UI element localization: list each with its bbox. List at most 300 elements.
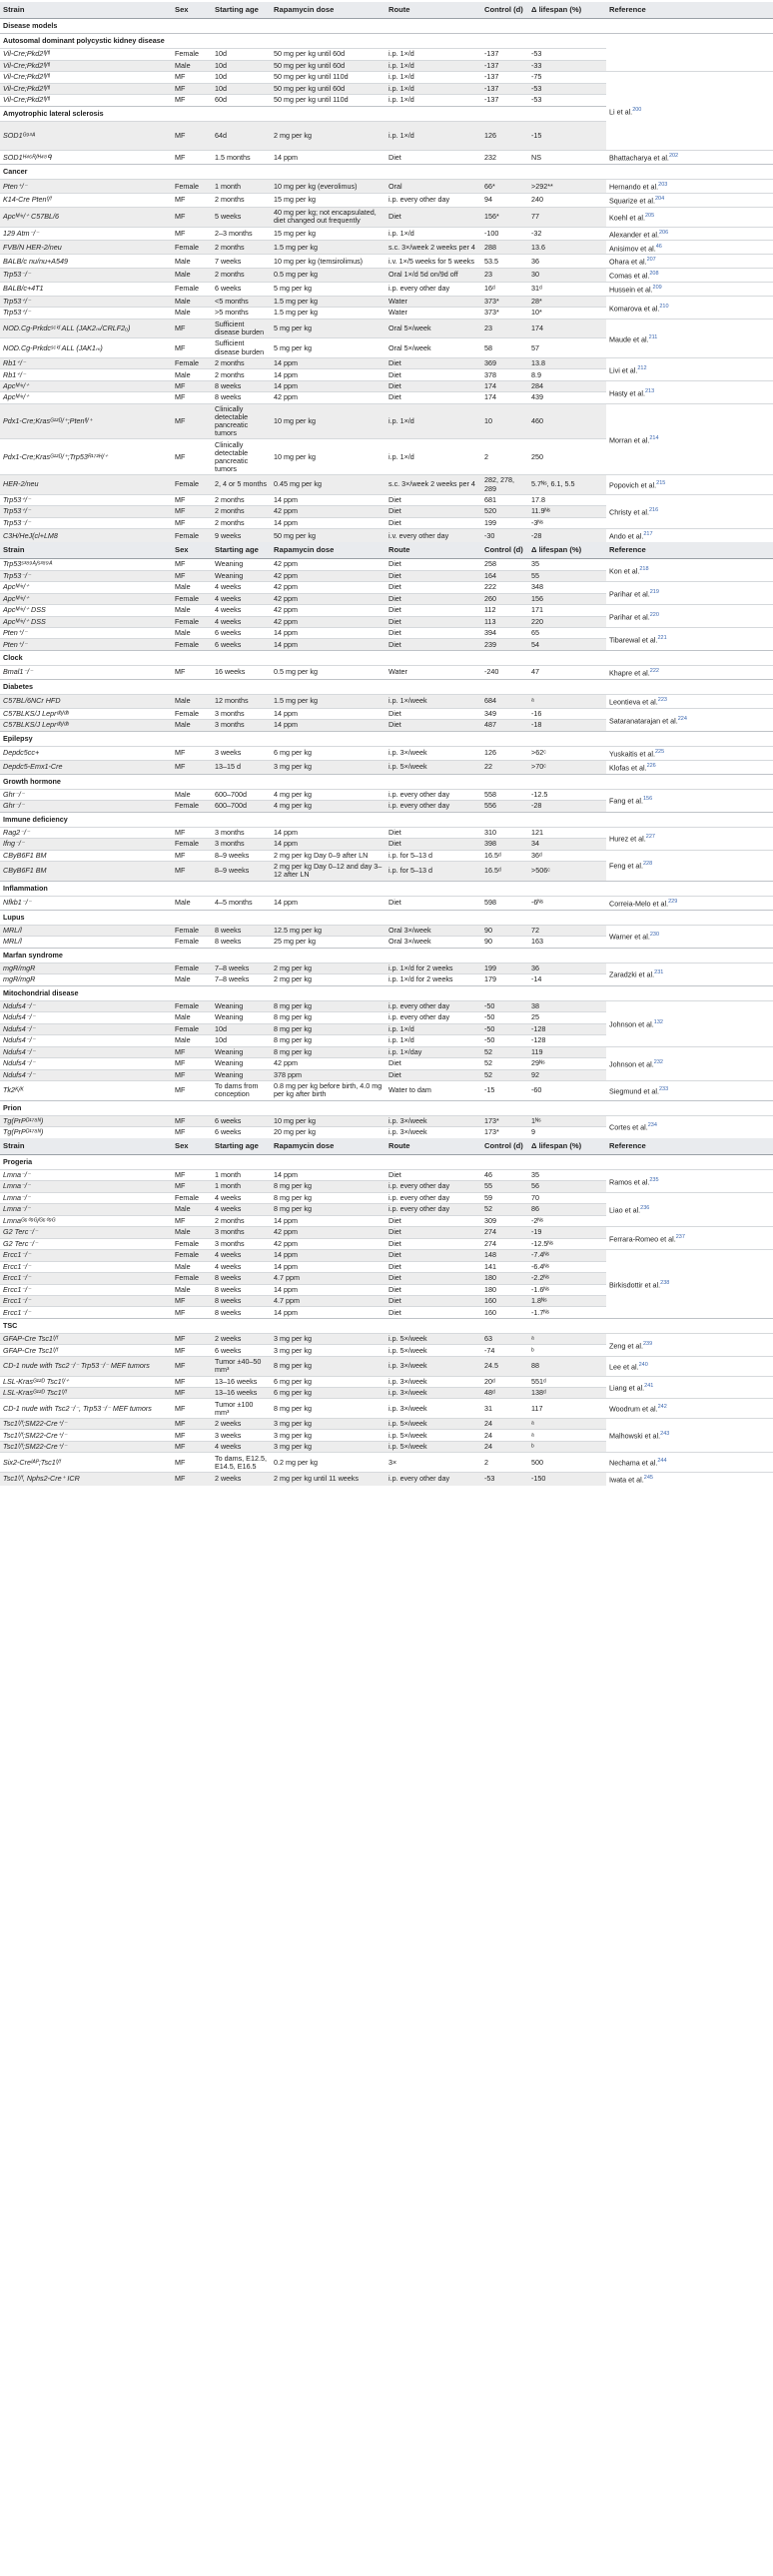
route-cell: i.p. 5×/week xyxy=(386,1430,481,1441)
control-cell: 260 xyxy=(481,593,528,604)
lifespan-cell: >292** xyxy=(528,180,606,194)
table-row xyxy=(0,1192,773,1203)
dose-cell: 14 ppm xyxy=(271,1284,386,1295)
reference-number-link[interactable]: 240 xyxy=(638,1361,648,1368)
starting-age-cell: Weaning xyxy=(212,1069,271,1080)
control-cell: -240 xyxy=(481,666,528,680)
strain-cell: FVB/N HER-2/neu xyxy=(0,241,172,255)
route-cell: i.p. every other day xyxy=(386,801,481,812)
reference-number-link[interactable]: 224 xyxy=(677,715,687,722)
sex-cell: MF xyxy=(172,95,212,106)
starting-age-cell: Weaning xyxy=(212,1012,271,1023)
reference-cell xyxy=(606,241,773,255)
strain-cell: SOD1ᴳ⁹³ᴬ xyxy=(0,121,172,151)
reference-number-link[interactable]: 233 xyxy=(658,1086,669,1093)
control-cell: -137 xyxy=(481,83,528,94)
sex-cell: Male xyxy=(172,1284,212,1295)
reference-author: Ando et al. xyxy=(609,531,644,541)
starting-age-cell: 9 weeks xyxy=(212,529,271,542)
lifespan-cell: -150 xyxy=(528,1472,606,1485)
sex-cell: MF xyxy=(172,1376,212,1387)
route-cell: i.p. 3×/week xyxy=(386,1127,481,1138)
control-cell: 274 xyxy=(481,1238,528,1249)
reference-author: Livi et al. xyxy=(609,364,638,374)
dose-cell: 8 mg per kg xyxy=(271,1046,386,1057)
route-cell: Diet xyxy=(386,559,481,570)
table-row xyxy=(0,896,773,910)
strain-cell: Vil-Cre;Pkd2ᶠˡ/ᶠˡ xyxy=(0,83,172,94)
dose-cell: 14 ppm xyxy=(271,1261,386,1272)
table-row xyxy=(0,529,773,542)
reference-author: Li et al. xyxy=(609,107,633,117)
sex-cell: Female xyxy=(172,180,212,194)
starting-age-cell: 5 weeks xyxy=(212,207,271,227)
control-cell: 598 xyxy=(481,896,528,910)
control-cell: 156* xyxy=(481,207,528,227)
dose-cell: 50 mg per kg until 60d xyxy=(271,49,386,60)
sex-cell: Male xyxy=(172,720,212,731)
route-cell: Diet xyxy=(386,1273,481,1284)
starting-age-cell: 4 weeks xyxy=(212,1204,271,1215)
starting-age-cell: 8 weeks xyxy=(212,937,271,948)
reference-number-link[interactable]: 200 xyxy=(632,107,642,113)
strain-cell: C57BLKS/J Leprᵈᵇ/ᵈᵇ xyxy=(0,720,172,731)
reference-cell xyxy=(606,494,773,528)
lifespan-cell: 70 xyxy=(528,1192,606,1203)
dose-cell: 3 mg per kg xyxy=(271,1334,386,1345)
reference-number-link[interactable]: 236 xyxy=(640,1205,650,1212)
route-cell: Water to dam xyxy=(386,1081,481,1101)
reference-cell xyxy=(606,896,773,910)
sex-cell: Female xyxy=(172,241,212,255)
starting-age-cell: 3 weeks xyxy=(212,1430,271,1441)
category-title: Disease models xyxy=(0,19,773,34)
dose-cell: 14 ppm xyxy=(271,720,386,731)
strain-cell: HER-2/neu xyxy=(0,475,172,495)
reference-number-link[interactable]: 237 xyxy=(675,1233,685,1240)
lifespan-cell: 117 xyxy=(528,1399,606,1419)
sex-cell: MF xyxy=(172,850,212,861)
starting-age-cell: 8 weeks xyxy=(212,1273,271,1284)
category-title: Epilepsy xyxy=(0,731,773,746)
reference-number-link[interactable]: 208 xyxy=(649,271,659,278)
dose-cell: 378 ppm xyxy=(271,1069,386,1080)
dose-cell: 1.5 mg per kg xyxy=(271,296,386,307)
reference-cell xyxy=(606,296,773,319)
control-cell: 173* xyxy=(481,1127,528,1138)
reference-number-link[interactable]: 222 xyxy=(649,668,659,675)
strain-cell: Lmnaᴳ⁶⁰⁹ᴳ/ᴳ⁶⁰⁹ᴳ xyxy=(0,1215,172,1226)
route-cell: 3× xyxy=(386,1453,481,1473)
strain-cell: Tk2ᴷ/ᴷ xyxy=(0,1081,172,1101)
sex-cell: MF xyxy=(172,1127,212,1138)
dose-cell: 8 mg per kg xyxy=(271,1035,386,1046)
reference-number-link[interactable]: 221 xyxy=(657,634,667,641)
route-cell: i.p. 1×/d xyxy=(386,1035,481,1046)
control-cell: 55 xyxy=(481,1181,528,1192)
starting-age-cell: 4 weeks xyxy=(212,1192,271,1203)
sex-cell: MF xyxy=(172,1334,212,1345)
route-cell: Diet xyxy=(386,582,481,593)
reference-cell xyxy=(606,559,773,582)
reference-cell xyxy=(606,1419,773,1453)
sex-cell: Male xyxy=(172,789,212,800)
category-row xyxy=(0,812,773,827)
strain-cell: mgR/mgR xyxy=(0,974,172,985)
control-cell: -137 xyxy=(481,49,528,60)
dose-cell: 10 mg per kg xyxy=(271,439,386,475)
lifespan-cell: -53 xyxy=(528,83,606,94)
reference-number-link[interactable]: 228 xyxy=(642,861,653,868)
control-cell: 52 xyxy=(481,1204,528,1215)
column-header-sex: Sex xyxy=(172,2,212,19)
control-cell: -15 xyxy=(481,1081,528,1101)
control-cell: 63 xyxy=(481,1334,528,1345)
reference-number-link[interactable]: 231 xyxy=(654,969,664,976)
table-row xyxy=(0,1000,773,1011)
reference-number-link[interactable]: 230 xyxy=(649,932,660,939)
table-row xyxy=(0,1081,773,1101)
route-cell: i.p. 5×/week xyxy=(386,1441,481,1452)
control-cell: 2 xyxy=(481,439,528,475)
control-cell: 16.5ᵈ xyxy=(481,850,528,861)
strain-cell: Bmal1⁻/⁻ xyxy=(0,666,172,680)
route-cell: Diet xyxy=(386,1307,481,1318)
reference-number-link[interactable]: 219 xyxy=(649,588,659,595)
lifespan-cell: -15 xyxy=(528,121,606,151)
strain-cell: NOD.Cg-Prkdcˢᶜⁱᵈ ALL (JAK1ₘ) xyxy=(0,338,172,358)
starting-age-cell: 10d xyxy=(212,83,271,94)
dose-cell: 8 mg per kg xyxy=(271,1023,386,1034)
reference-number-link[interactable]: 206 xyxy=(658,229,669,236)
dose-cell: 42 ppm xyxy=(271,506,386,517)
control-cell: 398 xyxy=(481,839,528,850)
lifespan-cell: -28 xyxy=(528,529,606,542)
sex-cell: Female xyxy=(172,963,212,973)
reference-number-link[interactable]: 244 xyxy=(657,1458,667,1465)
category-row xyxy=(0,650,773,665)
lifespan-cell: 34 xyxy=(528,839,606,850)
dose-cell: 8 mg per kg xyxy=(271,1204,386,1215)
starting-age-cell: Tumor ±40–50 mm³ xyxy=(212,1356,271,1376)
lifespan-cell: 47 xyxy=(528,666,606,680)
route-cell: i.p. 5×/week xyxy=(386,1334,481,1345)
reference-number-link[interactable]: 210 xyxy=(659,303,669,310)
reference-number-link[interactable]: 234 xyxy=(647,1122,657,1129)
starting-age-cell: Sufficient disease burden xyxy=(212,319,271,338)
table-row xyxy=(0,1250,773,1261)
table-row xyxy=(0,403,773,439)
category-row xyxy=(0,1154,773,1169)
route-cell: Oral 5×/week xyxy=(386,319,481,338)
starting-age-cell: To dams, E12.5, E14.5, E16.5 xyxy=(212,1453,271,1473)
route-cell: Diet xyxy=(386,1058,481,1069)
route-cell: i.p. 3×/week xyxy=(386,746,481,760)
starting-age-cell: 10d xyxy=(212,1035,271,1046)
dose-cell: 2 mg per kg xyxy=(271,963,386,973)
reference-author: Ferrara-Romeo et al. xyxy=(609,1234,676,1244)
reference-author: Sataranatarajan et al. xyxy=(609,715,678,725)
strain-cell: Trp53⁺/⁻ xyxy=(0,506,172,517)
control-cell: 113 xyxy=(481,616,528,627)
route-cell: i.p. 1×/d xyxy=(386,439,481,475)
reference-number-link[interactable]: 156 xyxy=(642,796,653,803)
lifespan-cell: 36ᵈ xyxy=(528,850,606,861)
column-header-dose: Rapamycin dose xyxy=(271,2,386,19)
starting-age-cell: Clinically detectable pancreatic tumors xyxy=(212,439,271,475)
strain-cell: NOD.Cg-Prkdcˢᶜⁱᵈ ALL (JAK2ₘ/CRLF2ₒ) xyxy=(0,319,172,338)
lifespan-cell: 36 xyxy=(528,255,606,269)
route-cell: Diet xyxy=(386,827,481,838)
table-row xyxy=(0,1376,773,1387)
dose-cell: 4 mg per kg xyxy=(271,789,386,800)
starting-age-cell: Clinically detectable pancreatic tumors xyxy=(212,403,271,439)
starting-age-cell: 2, 4 or 5 months xyxy=(212,475,271,495)
starting-age-cell: Weaning xyxy=(212,559,271,570)
sex-cell: MF xyxy=(172,862,212,882)
column-header-control: Control (d) xyxy=(481,1138,528,1155)
starting-age-cell: 8 weeks xyxy=(212,380,271,391)
reference-number-link[interactable]: 207 xyxy=(646,257,656,264)
dose-cell: 42 ppm xyxy=(271,1227,386,1238)
control-cell: 94 xyxy=(481,194,528,208)
dose-cell: 2 mg per kg xyxy=(271,121,386,151)
reference-number-link[interactable]: 223 xyxy=(657,697,667,704)
control-cell: 20ᵈ xyxy=(481,1376,528,1387)
reference-number-link[interactable]: 243 xyxy=(660,1431,670,1438)
reference-number-link[interactable]: 217 xyxy=(643,531,653,538)
reference-cell xyxy=(606,151,773,165)
reference-number-link[interactable]: 205 xyxy=(644,212,655,219)
route-cell: i.p. every other day xyxy=(386,1000,481,1011)
route-cell: i.p. 3×/week xyxy=(386,1376,481,1387)
control-cell: -50 xyxy=(481,1035,528,1046)
reference-cell xyxy=(606,850,773,881)
reference-number-link[interactable]: 203 xyxy=(658,182,668,189)
route-cell: Diet xyxy=(386,369,481,380)
reference-number-link[interactable]: 46 xyxy=(655,243,662,250)
reference-number-link[interactable]: 209 xyxy=(652,285,662,292)
sex-cell: MF xyxy=(172,517,212,528)
control-cell: 126 xyxy=(481,746,528,760)
reference-number-link[interactable]: 202 xyxy=(668,153,679,160)
route-cell: i.p. every other day xyxy=(386,1012,481,1023)
table-row xyxy=(0,559,773,570)
sex-cell: Female xyxy=(172,639,212,650)
reference-number-link[interactable]: 235 xyxy=(649,1176,659,1183)
category-title: Growth hormone xyxy=(0,774,773,789)
reference-number-link[interactable]: 242 xyxy=(657,1404,667,1411)
reference-cell xyxy=(606,403,773,475)
reference-cell xyxy=(606,1399,773,1419)
strain-cell: Vil-Cre;Pkd2ᶠˡ/ᶠˡ xyxy=(0,95,172,106)
lifespan-cell: 35 xyxy=(528,1169,606,1180)
lifespan-cell: ᵃ xyxy=(528,1430,606,1441)
dose-cell: 2 mg per kg Day 0–9 after LN xyxy=(271,850,386,861)
table-row xyxy=(0,1399,773,1419)
lifespan-cell: 35 xyxy=(528,559,606,570)
reference-number-link[interactable]: 215 xyxy=(656,480,666,487)
lifespan-cell: 25 xyxy=(528,1012,606,1023)
route-cell: Diet xyxy=(386,1238,481,1249)
control-cell: 179 xyxy=(481,974,528,985)
lifespan-cell: 220 xyxy=(528,616,606,627)
starting-age-cell: To dams from conception xyxy=(212,1081,271,1101)
reference-author: Maude et al. xyxy=(609,333,649,343)
control-cell: -53 xyxy=(481,1472,528,1485)
strain-cell: Tsc1ᶠ/ᶠ;SM22-Cre⁺/⁻ xyxy=(0,1430,172,1441)
dose-cell: 6 mg per kg xyxy=(271,746,386,760)
route-cell: i.p. 5×/week xyxy=(386,1419,481,1430)
route-cell: i.p. 3×/week xyxy=(386,1356,481,1376)
route-cell: Diet xyxy=(386,1069,481,1080)
sex-cell: MF xyxy=(172,121,212,151)
reference-number-link[interactable]: 239 xyxy=(642,1340,653,1347)
table-row xyxy=(0,1356,773,1376)
route-cell: i.p. 1×/d for 2 weeks xyxy=(386,963,481,973)
dose-cell: 8 mg per kg xyxy=(271,1012,386,1023)
reference-number-link[interactable]: 238 xyxy=(660,1279,670,1286)
reference-number-link[interactable]: 204 xyxy=(654,196,665,203)
starting-age-cell: 10d xyxy=(212,72,271,83)
column-header-reference: Reference xyxy=(606,1138,773,1155)
sex-cell: MF xyxy=(172,1387,212,1398)
control-cell: 52 xyxy=(481,1046,528,1057)
reference-number-link[interactable]: 218 xyxy=(639,565,649,572)
lifespan-cell: -2ᴺˢ xyxy=(528,1215,606,1226)
reference-author: Squarize et al. xyxy=(609,196,655,206)
reference-number-link[interactable]: 229 xyxy=(668,898,678,905)
table-header-row xyxy=(0,2,773,19)
reference-number-link[interactable]: 213 xyxy=(644,387,655,394)
control-cell: 31 xyxy=(481,1399,528,1419)
reference-number-link[interactable]: 227 xyxy=(645,834,655,841)
dose-cell: 8 mg per kg xyxy=(271,1000,386,1011)
strain-cell: Lmna⁻/⁻ xyxy=(0,1181,172,1192)
reference-number-link[interactable]: 214 xyxy=(649,434,659,441)
sex-cell: MF xyxy=(172,439,212,475)
table-row xyxy=(0,49,773,60)
strain-cell: SOD1ᴴ⁴⁶ᴿ/ᴴ⁴⁸ᑫ xyxy=(0,151,172,165)
sex-cell: Male xyxy=(172,255,212,269)
reference-number-link[interactable]: 216 xyxy=(648,507,659,514)
starting-age-cell: 4 weeks xyxy=(212,616,271,627)
route-cell: Diet xyxy=(386,357,481,368)
dose-cell: 14 ppm xyxy=(271,639,386,650)
column-header-strain: Strain xyxy=(0,1138,172,1155)
route-cell: i.p. every other day xyxy=(386,789,481,800)
reference-number-link[interactable]: 220 xyxy=(649,611,659,618)
control-cell: 310 xyxy=(481,827,528,838)
control-cell: 53.5 xyxy=(481,255,528,269)
table-row xyxy=(0,694,773,708)
reference-number-link[interactable]: 132 xyxy=(653,1018,663,1025)
column-header-lifespan: Δ lifespan (%) xyxy=(528,542,606,559)
sex-cell: MF xyxy=(172,506,212,517)
lifespan-cell: -7.4ᴺˢ xyxy=(528,1250,606,1261)
column-header-control: Control (d) xyxy=(481,2,528,19)
reference-author: Lee et al. xyxy=(609,1362,639,1372)
control-cell: 24.5 xyxy=(481,1356,528,1376)
sex-cell: MF xyxy=(172,72,212,83)
strain-cell: Apcᴹⁱⁿ/⁺ xyxy=(0,582,172,593)
strain-cell: CD-1 nude with Tsc2⁻/⁻ Trp53⁻/⁻ MEF tumors xyxy=(0,1356,172,1376)
sex-cell: MF xyxy=(172,1399,212,1419)
lifespan-cell: -53 xyxy=(528,95,606,106)
table-row xyxy=(0,1169,773,1180)
reference-number-link[interactable]: 211 xyxy=(648,333,658,340)
reference-cell xyxy=(606,1000,773,1046)
control-cell: 558 xyxy=(481,789,528,800)
reference-author: Johnson et al. xyxy=(609,1019,654,1029)
table-header-row xyxy=(0,542,773,559)
control-cell: 24 xyxy=(481,1441,528,1452)
strain-cell: Apcᴹⁱⁿ/⁺ xyxy=(0,392,172,403)
dose-cell: 50 mg per kg until 60d xyxy=(271,60,386,71)
starting-age-cell: 3 months xyxy=(212,827,271,838)
reference-number-link[interactable]: 226 xyxy=(646,762,656,769)
dose-cell: 14 ppm xyxy=(271,357,386,368)
dose-cell: 14 ppm xyxy=(271,380,386,391)
reference-number-link[interactable]: 212 xyxy=(637,364,647,371)
starting-age-cell: 2 weeks xyxy=(212,1472,271,1485)
lifespan-cell: 551ᵈ xyxy=(528,1376,606,1387)
table-row xyxy=(0,194,773,208)
control-cell: 349 xyxy=(481,708,528,719)
lifespan-cell: -3ᴺˢ xyxy=(528,517,606,528)
reference-number-link[interactable]: 241 xyxy=(644,1383,654,1390)
sex-cell: Male xyxy=(172,269,212,283)
lifespan-cell: ᵃ xyxy=(528,694,606,708)
starting-age-cell: 64d xyxy=(212,121,271,151)
lifespan-cell: 65 xyxy=(528,627,606,638)
reference-cell xyxy=(606,282,773,296)
control-cell: 180 xyxy=(481,1284,528,1295)
control-cell: 373* xyxy=(481,296,528,307)
reference-number-link[interactable]: 245 xyxy=(643,1475,653,1482)
strain-cell: MRL/l xyxy=(0,937,172,948)
dose-cell: 8 mg per kg xyxy=(271,1356,386,1376)
route-cell: Diet xyxy=(386,380,481,391)
reference-number-link[interactable]: 225 xyxy=(654,749,665,756)
starting-age-cell: Sufficient disease burden xyxy=(212,338,271,358)
strain-cell: Tsc1ᶠ/ᶠ, Nphs2-Cre⁺ ICR xyxy=(0,1472,172,1485)
dose-cell: 14 ppm xyxy=(271,708,386,719)
reference-cell xyxy=(606,1169,773,1192)
column-header-reference: Reference xyxy=(606,2,773,19)
control-cell: 164 xyxy=(481,570,528,581)
lifespan-cell: 38 xyxy=(528,1000,606,1011)
starting-age-cell: <5 months xyxy=(212,296,271,307)
lifespan-cell: >506ᶜ xyxy=(528,862,606,882)
reference-number-link[interactable]: 232 xyxy=(653,1059,663,1066)
starting-age-cell: 3 weeks xyxy=(212,746,271,760)
reference-author: Parihar et al. xyxy=(609,612,650,622)
reference-cell xyxy=(606,666,773,680)
lifespan-cell: -12.5ᴺˢ xyxy=(528,1238,606,1249)
sex-cell: MF xyxy=(172,494,212,505)
table-row xyxy=(0,241,773,255)
reference-cell xyxy=(606,255,773,269)
table-row xyxy=(0,380,773,391)
lifespan-cell: ᵇ xyxy=(528,1345,606,1356)
reference-cell xyxy=(606,582,773,605)
strain-cell: Rb1⁺/⁻ xyxy=(0,369,172,380)
lifespan-cell: ᵃ xyxy=(528,1334,606,1345)
route-cell: i.p. 1×/d xyxy=(386,60,481,71)
lifespan-cell: 56 xyxy=(528,1181,606,1192)
lifespan-cell: -32 xyxy=(528,227,606,241)
